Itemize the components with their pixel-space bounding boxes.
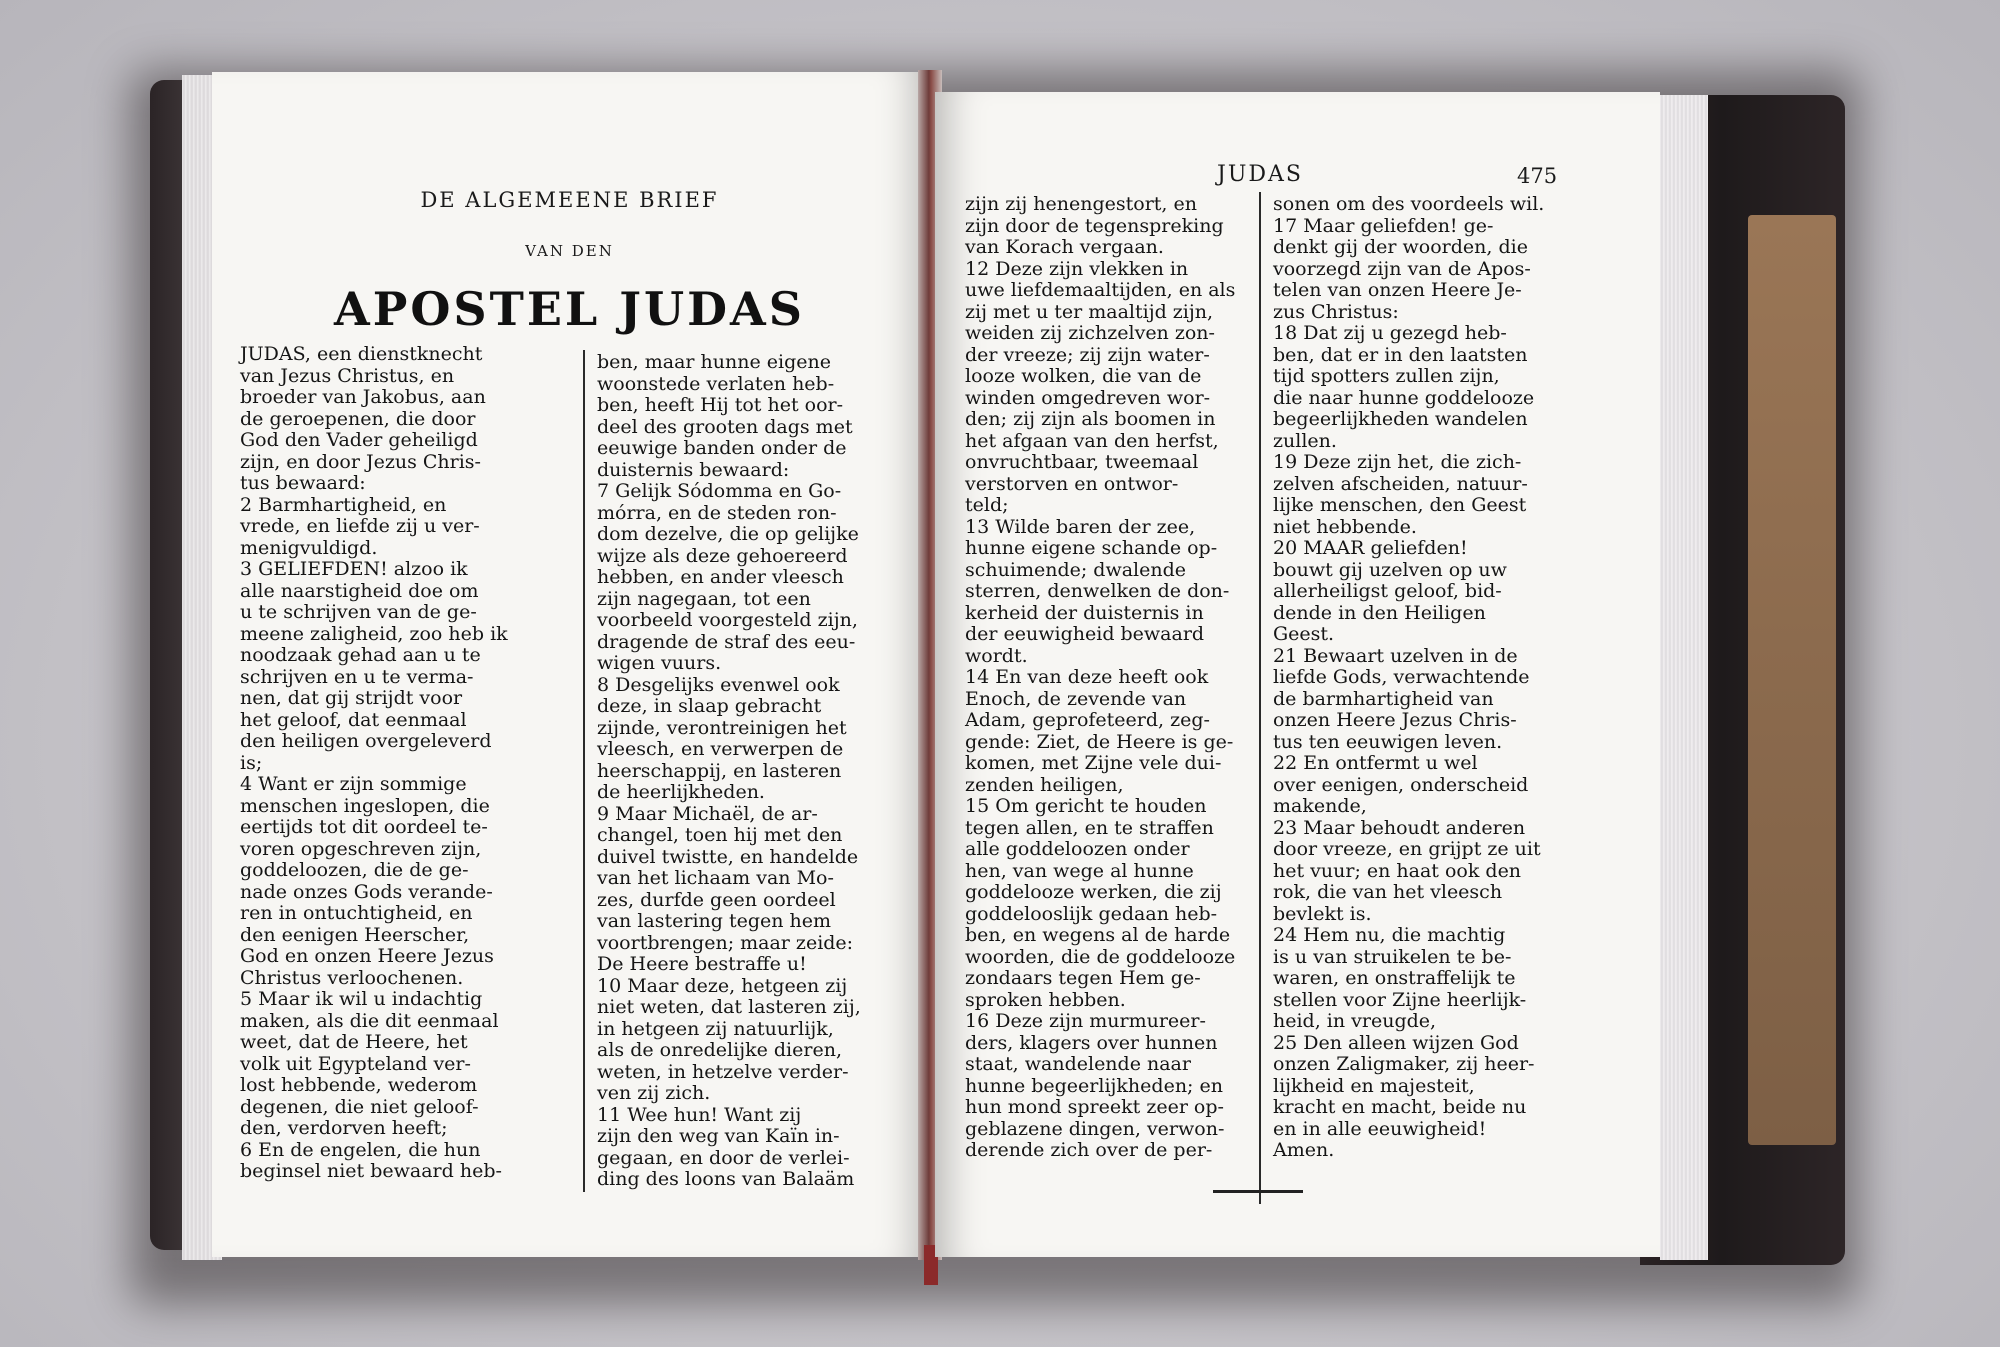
text-line: kracht en macht, beide nu [1273, 1096, 1527, 1118]
text-line: 15 Om gericht te houden [965, 795, 1207, 817]
text-line: zes, durfde geen oordeel [597, 888, 836, 911]
text-line: 16 Deze zijn murmureer- [965, 1010, 1206, 1032]
text-line: weiden zij zichzelven zon- [965, 322, 1215, 344]
text-line: JUDAS, een dienstknecht [240, 343, 483, 365]
text-line: den eenigen Heerscher, [240, 923, 470, 946]
text-line: tus bewaard: [240, 472, 366, 494]
text-line: van Jezus Christus, en [240, 364, 455, 387]
text-line: 8 Desgelijks evenwel ook [597, 673, 840, 696]
text-line: en in alle eeuwigheid! [1273, 1117, 1487, 1140]
text-line: hunne eigene schande op- [965, 537, 1218, 559]
text-line: Enoch, de zevende van [965, 687, 1187, 710]
text-line: ben, heeft Hij tot het oor- [597, 394, 844, 416]
text-line: alle goddeloozen onder [965, 838, 1190, 860]
text-line: beginsel niet bewaard heb- [240, 1160, 502, 1182]
text-line: zijn den weg van Kaïn in- [597, 1125, 840, 1147]
text-line: 17 Maar geliefden! ge- [1273, 214, 1494, 237]
text-line: kerheid der duisternis in [965, 601, 1204, 624]
text-line: 12 Deze zijn vlekken in [965, 257, 1189, 280]
running-head: JUDAS [1217, 162, 1303, 187]
text-line: 4 Want er zijn sommige [240, 773, 467, 795]
text-line: nade onzes Gods verande- [240, 880, 493, 903]
text-line: telen van onzen Heere Je- [1273, 279, 1522, 301]
text-line: woonstede verlaten heb- [597, 372, 835, 395]
text-line: dom dezelve, die op gelijke [597, 523, 859, 545]
text-line: lijkheid en majesteit, [1273, 1074, 1475, 1097]
text-line: verstorven en ontwor- [965, 472, 1179, 495]
text-line: den heiligen overgeleverd [240, 730, 492, 752]
text-line: duivel twistte, en handelde [597, 845, 859, 868]
text-line: sterren, denwelken de don- [965, 580, 1230, 602]
text-line: der vreeze; zij zijn water- [965, 343, 1210, 366]
text-line: God en onzen Heere Jezus [240, 945, 494, 967]
text-line: ben, dat er in den laatsten [1273, 343, 1528, 366]
text-line: goddeloozen, die de ge- [240, 859, 469, 881]
text-line: duisternis bewaard: [597, 458, 790, 481]
text-line: maken, als die dit eenmaal [240, 1009, 499, 1032]
page-number: 475 [1517, 164, 1558, 188]
text-line: hen, van wege al hunne [965, 859, 1194, 882]
text-line: zijn, en door Jezus Chris- [240, 450, 481, 473]
text-line: 19 Deze zijn het, die zich- [1273, 451, 1522, 473]
text-line: tus ten eeuwigen leven. [1273, 730, 1503, 753]
text-line: changel, toen hij met den [597, 824, 843, 846]
text-line: 25 Den alleen wijzen God [1273, 1031, 1519, 1054]
text-line: degenen, die niet geloof- [240, 1095, 479, 1118]
text-line: dende in den Heiligen [1273, 601, 1486, 624]
text-line: eertijds tot dit oordeel te- [240, 816, 488, 838]
text-line: 5 Maar ik wil u indachtig [240, 988, 483, 1010]
text-line: 21 Bewaart uzelven in de [1273, 644, 1518, 667]
text-line: heid, in vreugde, [1273, 1010, 1437, 1032]
text-line: sonen om des voordeels wil. [1273, 193, 1545, 215]
page-title: APOSTEL JUDAS [334, 282, 805, 336]
text-line: het geloof, dat eenmaal [240, 708, 467, 731]
text-line: ven zij zich. [597, 1082, 711, 1104]
text-line: Adam, geprofeteerd, zeg- [965, 709, 1210, 731]
text-line: niet weten, dat lasteren zij, [597, 996, 861, 1018]
text-line: deel des grooten dags met [597, 415, 853, 438]
right-page-column-1 [965, 194, 1265, 1162]
text-line: looze wolken, die van de [965, 365, 1202, 387]
text-line: lijke menschen, den Geest [1273, 494, 1527, 516]
text-line: zij met u ter maaltijd zijn, [965, 300, 1214, 323]
text-line: mórra, en de steden ron- [597, 501, 837, 524]
text-line: 3 GELIEFDEN! alzoo ik [240, 558, 468, 580]
text-line: Amen. [1273, 1139, 1335, 1161]
left-page-column-1 [240, 344, 540, 1183]
left-page-column-2 [597, 352, 897, 1191]
text-line: voorzegd zijn van de Apos- [1273, 257, 1531, 280]
text-line: zijnde, verontreinigen het [597, 716, 847, 739]
text-line: komen, met Zijne vele dui- [965, 752, 1222, 774]
text-line: den; zij zijn als boomen in [965, 408, 1216, 430]
text-line: weet, dat de Heere, het [240, 1031, 468, 1053]
text-line: De Heere bestraffe u! [597, 953, 807, 975]
page-edges-right [1660, 95, 1708, 1260]
text-line: ren in ontuchtigheid, en [240, 902, 473, 924]
text-line: bevlekt is. [1273, 902, 1372, 925]
text-line: onzen Zaligmaker, zij heer- [1273, 1053, 1535, 1075]
text-line: menigvuldigd. [240, 536, 378, 559]
text-line: hunne begeerlijkheden; en [965, 1074, 1223, 1097]
text-line: voren opgeschreven zijn, [240, 837, 482, 860]
text-line: schrijven en u te verma- [240, 665, 474, 688]
text-line: alle naarstigheid doe om [240, 579, 479, 602]
text-line: het afgaan van den herfst, [965, 429, 1219, 452]
text-line: voorbeeld voorgesteld zijn, [597, 609, 858, 631]
text-line: weten, in hetzelve verder- [597, 1060, 849, 1083]
text-line: onzen Heere Jezus Chris- [1273, 709, 1517, 731]
text-line: zelven afscheiden, natuur- [1273, 472, 1528, 495]
text-line: zus Christus: [1273, 300, 1399, 323]
text-line: 24 Hem nu, die machtig [1273, 924, 1506, 946]
text-line: menschen ingeslopen, die [240, 794, 490, 817]
text-line: vleesch, en verwerpen de [597, 738, 844, 760]
text-line: zijn nagegaan, tot een [597, 587, 811, 610]
text-line: zijn zij henengestort, en [965, 193, 1197, 215]
text-line: 20 MAAR geliefden! [1273, 537, 1468, 559]
text-line: ben, maar hunne eigene [597, 351, 831, 373]
text-line: 14 En van deze heeft ook [965, 666, 1209, 688]
text-line: broeder van Jakobus, aan [240, 386, 486, 408]
text-line: de geroepenen, die door [240, 407, 476, 430]
text-line: winden omgedreven wor- [965, 386, 1211, 409]
text-line: 2 Barmhartigheid, en [240, 493, 447, 516]
text-line: Christus verloochenen. [240, 966, 464, 989]
text-line: zondaars tegen Hem ge- [965, 967, 1201, 989]
text-line: lost hebbende, wederom [240, 1074, 478, 1096]
text-line: hun mond spreekt zeer op- [965, 1096, 1224, 1118]
text-line: tegen allen, en te straffen [965, 816, 1214, 839]
text-line: meene zaligheid, zoo heb ik [240, 622, 508, 645]
text-line: 11 Wee hun! Want zij [597, 1103, 802, 1126]
text-line: van lastering tegen hem [597, 910, 832, 932]
text-line: God den Vader geheiligd [240, 429, 478, 451]
text-line: teld; [965, 494, 1009, 516]
end-rule [1213, 1190, 1303, 1193]
text-line: schuimende; dwalende [965, 558, 1187, 581]
text-line: zullen. [1273, 429, 1337, 452]
text-line: die naar hunne goddelooze [1273, 386, 1535, 409]
right-page [935, 92, 1660, 1257]
text-line: 23 Maar behoudt anderen [1273, 816, 1526, 839]
text-line: denkt gij der woorden, die [1273, 236, 1528, 258]
text-line: 10 Maar deze, hetgeen zij [597, 974, 848, 997]
text-line: volk uit Egypteland ver- [240, 1052, 471, 1075]
text-line: dragende de straf des eeu- [597, 630, 856, 653]
text-line: goddelooze werken, die zij [965, 881, 1222, 903]
right-page-column-2 [1273, 194, 1573, 1162]
text-line: onvruchtbaar, tweemaal [965, 451, 1199, 473]
text-line: door vreeze, en grijpt ze uit [1273, 838, 1541, 860]
text-line: vrede, en liefde zij u ver- [240, 515, 480, 537]
text-line: tijd spotters zullen zijn, [1273, 365, 1500, 387]
text-line: Geest. [1273, 623, 1335, 645]
book-cover-lining [1748, 215, 1836, 1145]
column-rule [583, 350, 585, 1192]
text-line: deze, in slaap gebracht [597, 695, 822, 717]
text-line: liefde Gods, verwachtende [1273, 666, 1530, 688]
text-line: het vuur; en haat ook den [1273, 859, 1522, 882]
heading-line2: VAN DEN [525, 242, 614, 260]
text-line: van Korach vergaan. [965, 236, 1164, 258]
text-line: heerschappij, en lasteren [597, 759, 842, 782]
text-line: allerheiligst geloof, bid- [1273, 580, 1502, 602]
text-line: ben, en wegens al de harde [965, 924, 1231, 946]
text-line: derende zich over de per- [965, 1139, 1213, 1161]
text-line: 7 Gelijk Sódomma en Go- [597, 480, 842, 502]
text-line: der eeuwigheid bewaard [965, 623, 1205, 645]
text-line: de heerlijkheden. [597, 781, 765, 803]
text-line: wigen vuurs. [597, 652, 722, 674]
text-line: rok, die van het vleesch [1273, 881, 1503, 903]
text-line: ders, klagers over hunnen [965, 1031, 1218, 1054]
text-line: in hetgeen zij natuurlijk, [597, 1017, 834, 1040]
text-line: 6 En de engelen, die hun [240, 1138, 481, 1161]
text-line: zenden heiligen, [965, 773, 1124, 796]
text-line: bouwt gij uzelven op uw [1273, 558, 1507, 581]
text-line: geblazene dingen, verwon- [965, 1117, 1225, 1140]
text-line: noodzaak gehad aan u te [240, 644, 481, 666]
text-line: over eenigen, onderscheid [1273, 773, 1529, 796]
text-line: eeuwige banden onder de [597, 437, 847, 459]
text-line: ding des loons van Balaäm [597, 1168, 855, 1190]
text-line: van het lichaam van Mo- [597, 867, 834, 889]
text-line: 22 En ontfermt u wel [1273, 752, 1478, 774]
text-line: nen, dat gij strijdt voor [240, 687, 463, 709]
text-line: 9 Maar Michaël, de ar- [597, 802, 818, 825]
text-line: staat, wandelende naar [965, 1053, 1191, 1075]
text-line: 13 Wilde baren der zee, [965, 515, 1196, 538]
text-line: goddelooslijk gedaan heb- [965, 902, 1218, 925]
text-line: woorden, die de goddelooze [965, 945, 1236, 968]
text-line: voortbrengen; maar zeide: [597, 931, 854, 954]
text-line: sproken hebben. [965, 988, 1126, 1011]
text-line: wijze als deze gehoereerd [597, 544, 848, 567]
text-line: hebben, en ander vleesch [597, 566, 844, 588]
text-line: waren, en onstraffelijk te [1273, 967, 1516, 989]
text-line: uwe liefdemaaltijden, en als [965, 279, 1236, 301]
text-line: makende, [1273, 795, 1367, 817]
text-line: is u van struikelen te be- [1273, 945, 1512, 968]
heading-line1: DE ALGEMEENE BRIEF [420, 188, 719, 212]
text-line: gegaan, en door de verlei- [597, 1146, 850, 1169]
text-line: als de onredelijke dieren, [597, 1039, 842, 1061]
text-line: u te schrijven van de ge- [240, 601, 477, 623]
text-line: stellen voor Zijne heerlijk- [1273, 988, 1527, 1011]
text-line: begeerlijkheden wandelen [1273, 408, 1528, 430]
text-line: 18 Dat zij u gezegd heb- [1273, 322, 1507, 344]
text-line: den, verdorven heeft; [240, 1117, 448, 1139]
text-line: is; [240, 751, 263, 774]
text-line: zijn door de tegenspreking [965, 214, 1224, 237]
text-line: gende: Ziet, de Heere is ge- [965, 730, 1234, 753]
left-page [212, 72, 927, 1257]
text-line: wordt. [965, 644, 1028, 667]
text-line: niet hebbende. [1273, 515, 1417, 538]
column-rule [1259, 192, 1261, 1204]
text-line: de barmhartigheid van [1273, 687, 1494, 710]
